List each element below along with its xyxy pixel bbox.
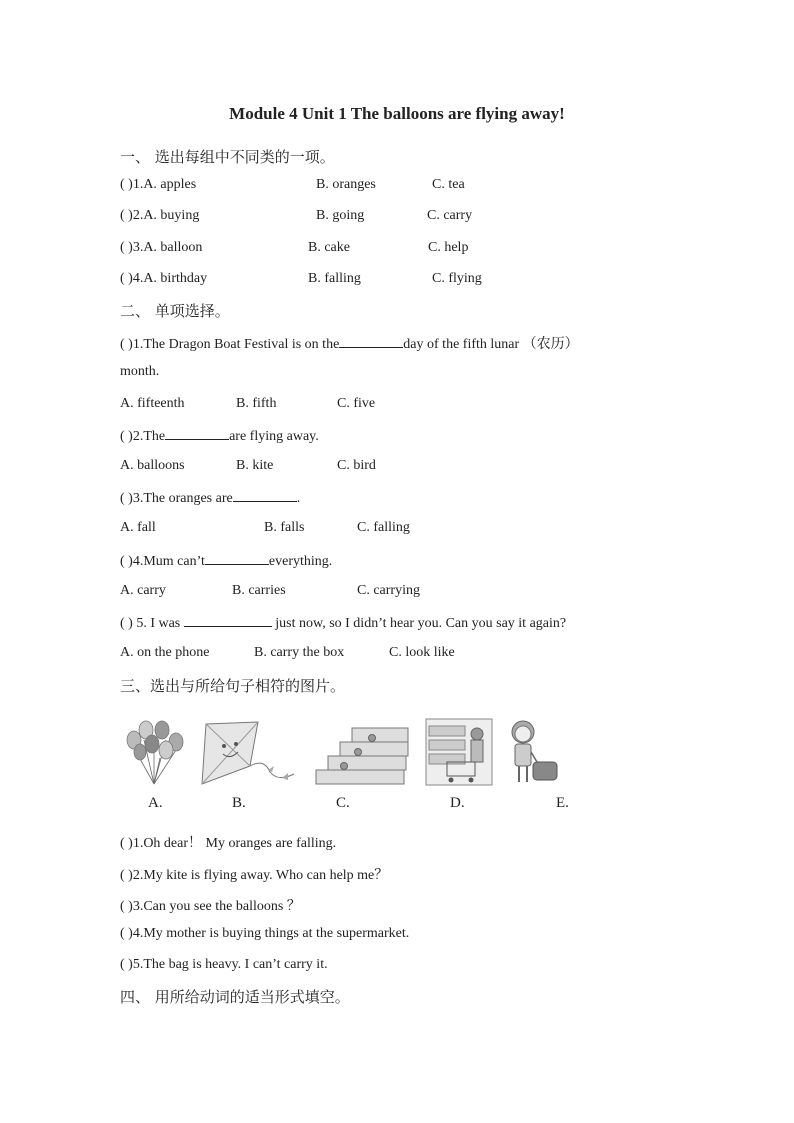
question-1 <box>120 333 579 353</box>
picture-label-a: A. <box>148 795 163 811</box>
option-b: B. falling <box>308 271 361 286</box>
option-c: C. look like <box>389 645 455 660</box>
option-a: A. carry <box>120 583 166 598</box>
question-1-continuation: month. <box>120 364 160 379</box>
option-b: B. carry the box <box>254 645 345 660</box>
supermarket-picture <box>425 718 493 786</box>
answer-blank[interactable] <box>339 335 403 348</box>
question-4 <box>120 552 332 570</box>
section-3-item: ( )5.The bag is heavy. I can’t carry it. <box>120 957 328 972</box>
option-a: A. on the phone <box>120 645 210 660</box>
question-text: ( )2.The <box>120 429 166 444</box>
question-text: everything. <box>268 554 333 569</box>
question-text: ( )4.Mum can’t <box>120 554 205 569</box>
question-2 <box>120 427 319 445</box>
option-b: B. going <box>316 208 365 223</box>
section-3-item: ( )1.Oh dear！ My oranges are falling. <box>120 836 337 851</box>
picture-label-d: D. <box>450 795 465 811</box>
option-b: B. kite <box>236 458 274 473</box>
question-text: ( ) 5. I was <box>120 616 181 631</box>
option-c: C. carrying <box>357 583 420 598</box>
balloons-picture <box>122 718 186 786</box>
answer-blank[interactable] <box>184 614 272 627</box>
option-c: C. carry <box>427 208 473 223</box>
section-2-heading: 二、 单项选择。 <box>120 302 230 320</box>
section-3-item: ( )2.My kite is flying away. Who can help me？ <box>120 868 389 883</box>
answer-blank[interactable] <box>205 552 269 565</box>
question-text: just now, so I didn’t hear you. Can you say it again? <box>275 616 567 631</box>
question-text: . <box>296 491 301 506</box>
question-3 <box>120 489 300 507</box>
option-b: B. cake <box>308 240 350 255</box>
answer-blank[interactable] <box>233 489 297 502</box>
option-c: C. five <box>337 396 376 411</box>
option-c: C. falling <box>357 520 410 535</box>
question-text: ( )1.The Dragon Boat Festival is on the <box>120 337 340 352</box>
option-a: A. fifteenth <box>120 396 185 411</box>
option-b: B. fifth <box>236 396 277 411</box>
section-1-heading: 一、 选出每组中不同类的一项。 <box>120 148 335 166</box>
question-number: ( )1.A. apples <box>120 177 197 192</box>
picture-label-e: E. <box>556 795 569 811</box>
section-3-heading: 三、选出与所给句子相符的图片。 <box>120 677 346 695</box>
answer-blank[interactable] <box>165 427 229 440</box>
stairs-oranges-picture <box>314 718 410 786</box>
page-title: Module 4 Unit 1 The balloons are flying away! <box>229 104 565 123</box>
question-5 <box>120 614 566 632</box>
picture-label-c: C. <box>336 795 350 811</box>
option-a: A. balloons <box>120 458 185 473</box>
question-text: day of the fifth lunar （农历） <box>403 337 579 352</box>
option-b: B. oranges <box>316 177 376 192</box>
option-a: A. fall <box>120 520 156 535</box>
option-c: C. flying <box>432 271 482 286</box>
question-text: ( )3.The oranges are <box>120 491 233 506</box>
section-4-heading: 四、 用所给动词的适当形式填空。 <box>120 988 350 1006</box>
girl-bag-picture <box>505 718 561 786</box>
picture-label-b: B. <box>232 795 246 811</box>
kite-picture <box>198 718 296 786</box>
option-b: B. carries <box>232 583 286 598</box>
question-number: ( )3.A. balloon <box>120 240 203 255</box>
section-3-item: ( )3.Can you see the balloons ？ <box>120 899 301 914</box>
option-c: C. tea <box>432 177 465 192</box>
question-number: ( )2.A. buying <box>120 208 200 223</box>
question-number: ( )4.A. birthday <box>120 271 208 286</box>
option-b: B. falls <box>264 520 305 535</box>
option-c: C. help <box>428 240 469 255</box>
option-c: C. bird <box>337 458 376 473</box>
question-text: are flying away. <box>229 429 319 444</box>
section-3-item: ( )4.My mother is buying things at the supermarket. <box>120 926 410 941</box>
